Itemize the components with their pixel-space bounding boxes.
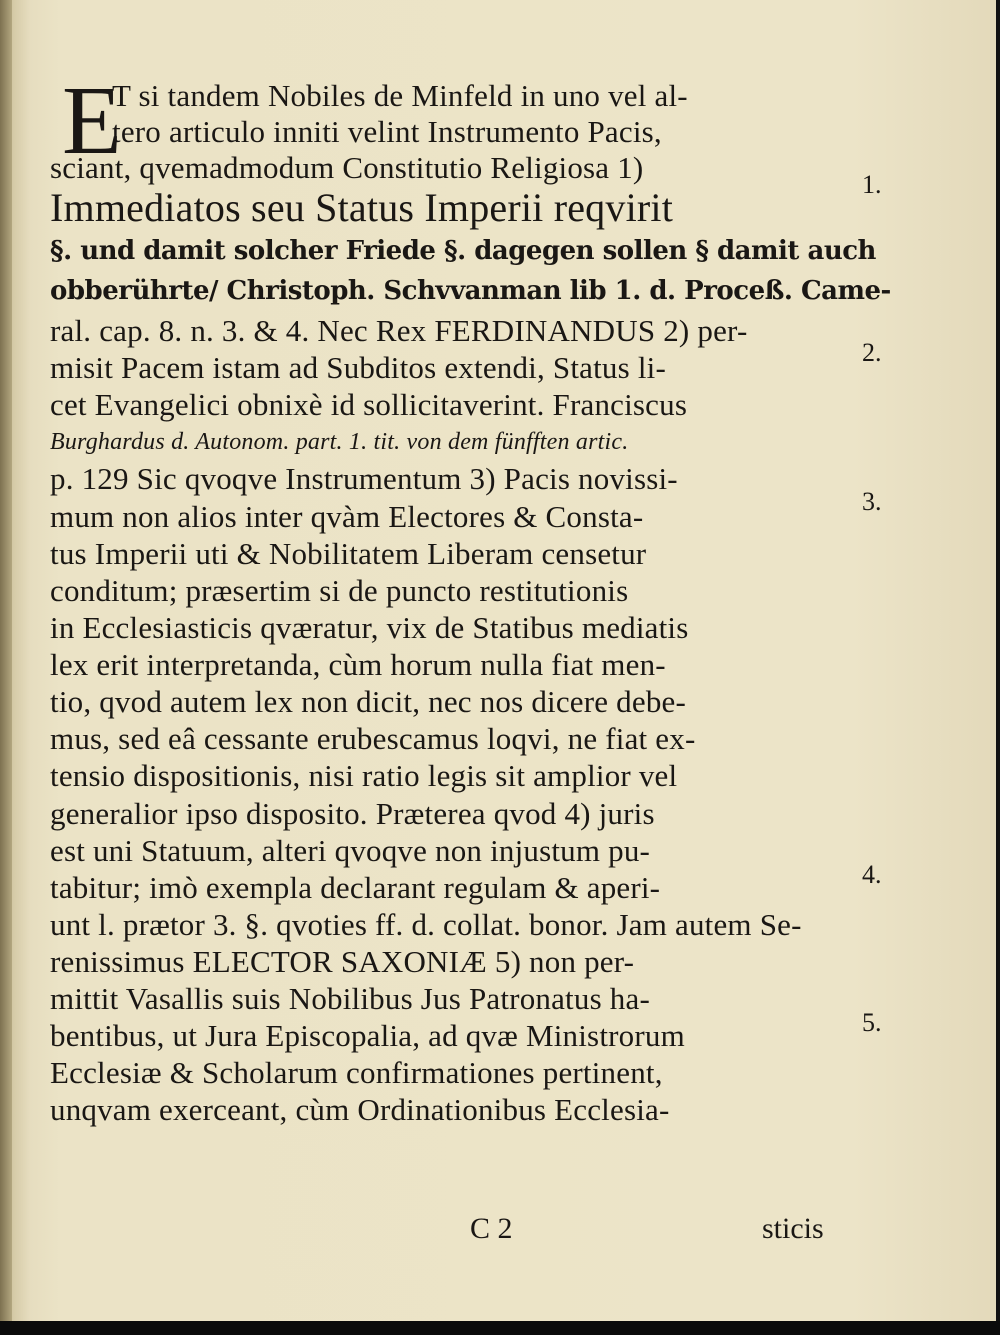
text-line-9: cet Evangelici obnixè id sollicitaverint. Franciscus [50,387,688,422]
scan-border-bottom [0,1321,1000,1335]
text-line-22: tabitur; imò exempla declarant regulam & aperi- [50,870,661,905]
page-spine-shadow [0,0,12,1335]
text-line-8: misit Pacem istam ad Subditos extendi, Status li- [50,350,666,385]
text-line-14: conditum; præsertim si de puncto restitutionis [50,573,629,608]
text-line-27: Ecclesiæ & Scholarum confirmationes pertinent, [50,1055,663,1090]
text-line-18: mus, sed eâ cessante erubescamus loqvi, ne fiat ex- [50,721,696,756]
text-line-1: T si tandem Nobiles de Minfeld in uno vel al- [112,78,688,113]
catchword: sticis [762,1212,824,1245]
text-line-11: p. 129 Sic qvoqve Instrumentum 3) Pacis novissi- [50,461,678,496]
text-line-13: tus Imperii uti & Nobilitatem Liberam censetur [50,536,647,571]
text-line-25: mittit Vasallis suis Nobilibus Jus Patronatus ha- [50,981,650,1016]
text-line-26: bentibus, ut Jura Episcopalia, ad qvæ Ministrorum [50,1018,685,1053]
text-line-6: obberührte/ Christoph. Schvvanman lib 1. d. Proceß. Came- [50,276,891,306]
text-line-21: est uni Statuum, alteri qvoqve non injustum pu- [50,833,651,868]
text-line-17: tio, qvod autem lex non dicit, nec nos dicere debe- [50,684,687,719]
text-line-23: unt l. prætor 3. §. qvoties ff. d. collat. bonor. Jam autem Se- [50,907,802,942]
drop-cap: E [62,67,122,175]
signature-mark: C 2 [470,1212,513,1245]
text-line-7: ral. cap. 8. n. 3. & 4. Nec Rex FERDINANDUS 2) per- [50,313,748,348]
text-line-12: mum non alios inter qvàm Electores & Consta- [50,499,644,534]
scan-border-right [996,0,1000,1335]
margin-note-5: 5. [862,1008,882,1037]
text-line-15: in Ecclesiasticis qværatur, vix de Statibus mediatis [50,610,689,645]
text-line-20: generalior ipso disposito. Præterea qvod 4) juris [50,796,655,831]
text-line-2: tero articulo inniti velint Instrumento Pacis, [112,114,662,149]
margin-note-1: 1. [862,170,882,199]
margin-note-2: 2. [862,338,882,367]
margin-note-4: 4. [862,860,882,889]
text-line-28: unqvam exerceant, cùm Ordinationibus Ecclesia- [50,1092,670,1127]
text-line-24: renissimus ELECTOR SAXONIÆ 5) non per- [50,944,635,979]
margin-note-3: 3. [862,487,882,516]
text-line-19: tensio dispositionis, nisi ratio legis sit amplior vel [50,758,678,793]
text-line-16: lex erit interpretanda, cùm horum nulla fiat men- [50,647,666,682]
text-line-3: sciant, qvemadmodum Constitutio Religiosa 1) [50,150,644,185]
text-line-5: §. und damit solcher Friede §. dagegen sollen § damit auch [50,236,876,266]
text-line-4: Immediatos seu Status Imperii reqvirit [50,185,674,230]
text-line-10: Burghardus d. Autonom. part. 1. tit. von dem fünfften artic. [50,429,629,455]
